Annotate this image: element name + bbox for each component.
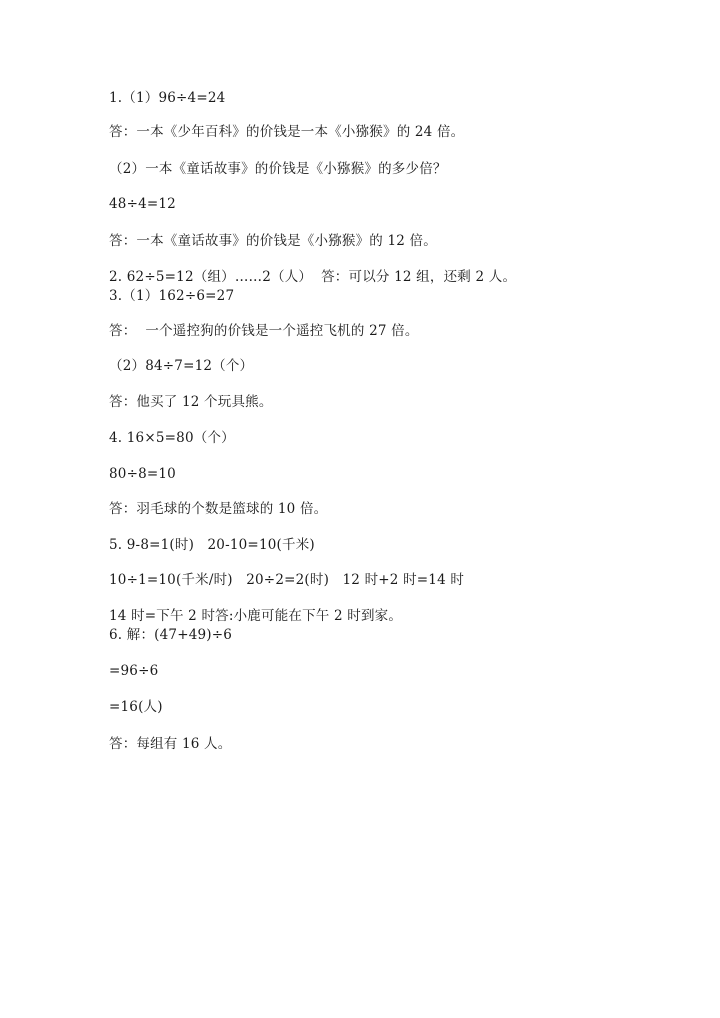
answer-6-step-2: =96÷6 (109, 663, 159, 679)
answer-1-2-question: （2）一本《童话故事》的价钱是《小猕猴》的多少倍？ (109, 161, 447, 177)
answer-1-2-reply: 答：一本《童话故事》的价钱是《小猕猴》的 12 倍。 (109, 233, 437, 249)
answer-3-1-reply: 答： 一个遥控狗的价钱是一个遥控飞机的 27 倍。 (109, 323, 419, 339)
answer-5-reply: 14 时=下午 2 时答:小鹿可能在下午 2 时到家。 (109, 608, 403, 624)
answer-6-step-1: 6. 解：(47+49)÷6 (109, 627, 233, 643)
answer-4-reply: 答：羽毛球的个数是篮球的 10 倍。 (109, 501, 328, 517)
answer-3-1-calc: 3.（1）162÷6=27 (109, 288, 235, 304)
answer-2: 2. 62÷5=12（组）……2（人） 答：可以分 12 组，还剩 2 人。 (109, 269, 517, 285)
answer-1-2-calc: 48÷4=12 (109, 196, 176, 212)
answer-6-reply: 答：每组有 16 人。 (109, 736, 232, 752)
answer-5-calc-2: 10÷1=10(千米/时) 20÷2=2(时) 12 时+2 时=14 时 (109, 572, 465, 588)
answer-3-2-reply: 答：他买了 12 个玩具熊。 (109, 394, 273, 410)
answer-5-calc-1: 5. 9-8=1(时) 20-10=10(千米) (109, 537, 315, 553)
answer-4-calc-2: 80÷8=10 (109, 466, 176, 482)
answer-6-step-3: =16(人) (109, 699, 163, 715)
answer-4-calc-1: 4. 16×5=80（个） (109, 430, 235, 446)
answer-1-1-calc: 1.（1）96÷4=24 (109, 90, 226, 106)
answer-3-2-calc: （2）84÷7=12（个） (109, 358, 254, 374)
answer-1-1-reply: 答：一本《少年百科》的价钱是一本《小猕猴》的 24 倍。 (109, 124, 465, 140)
